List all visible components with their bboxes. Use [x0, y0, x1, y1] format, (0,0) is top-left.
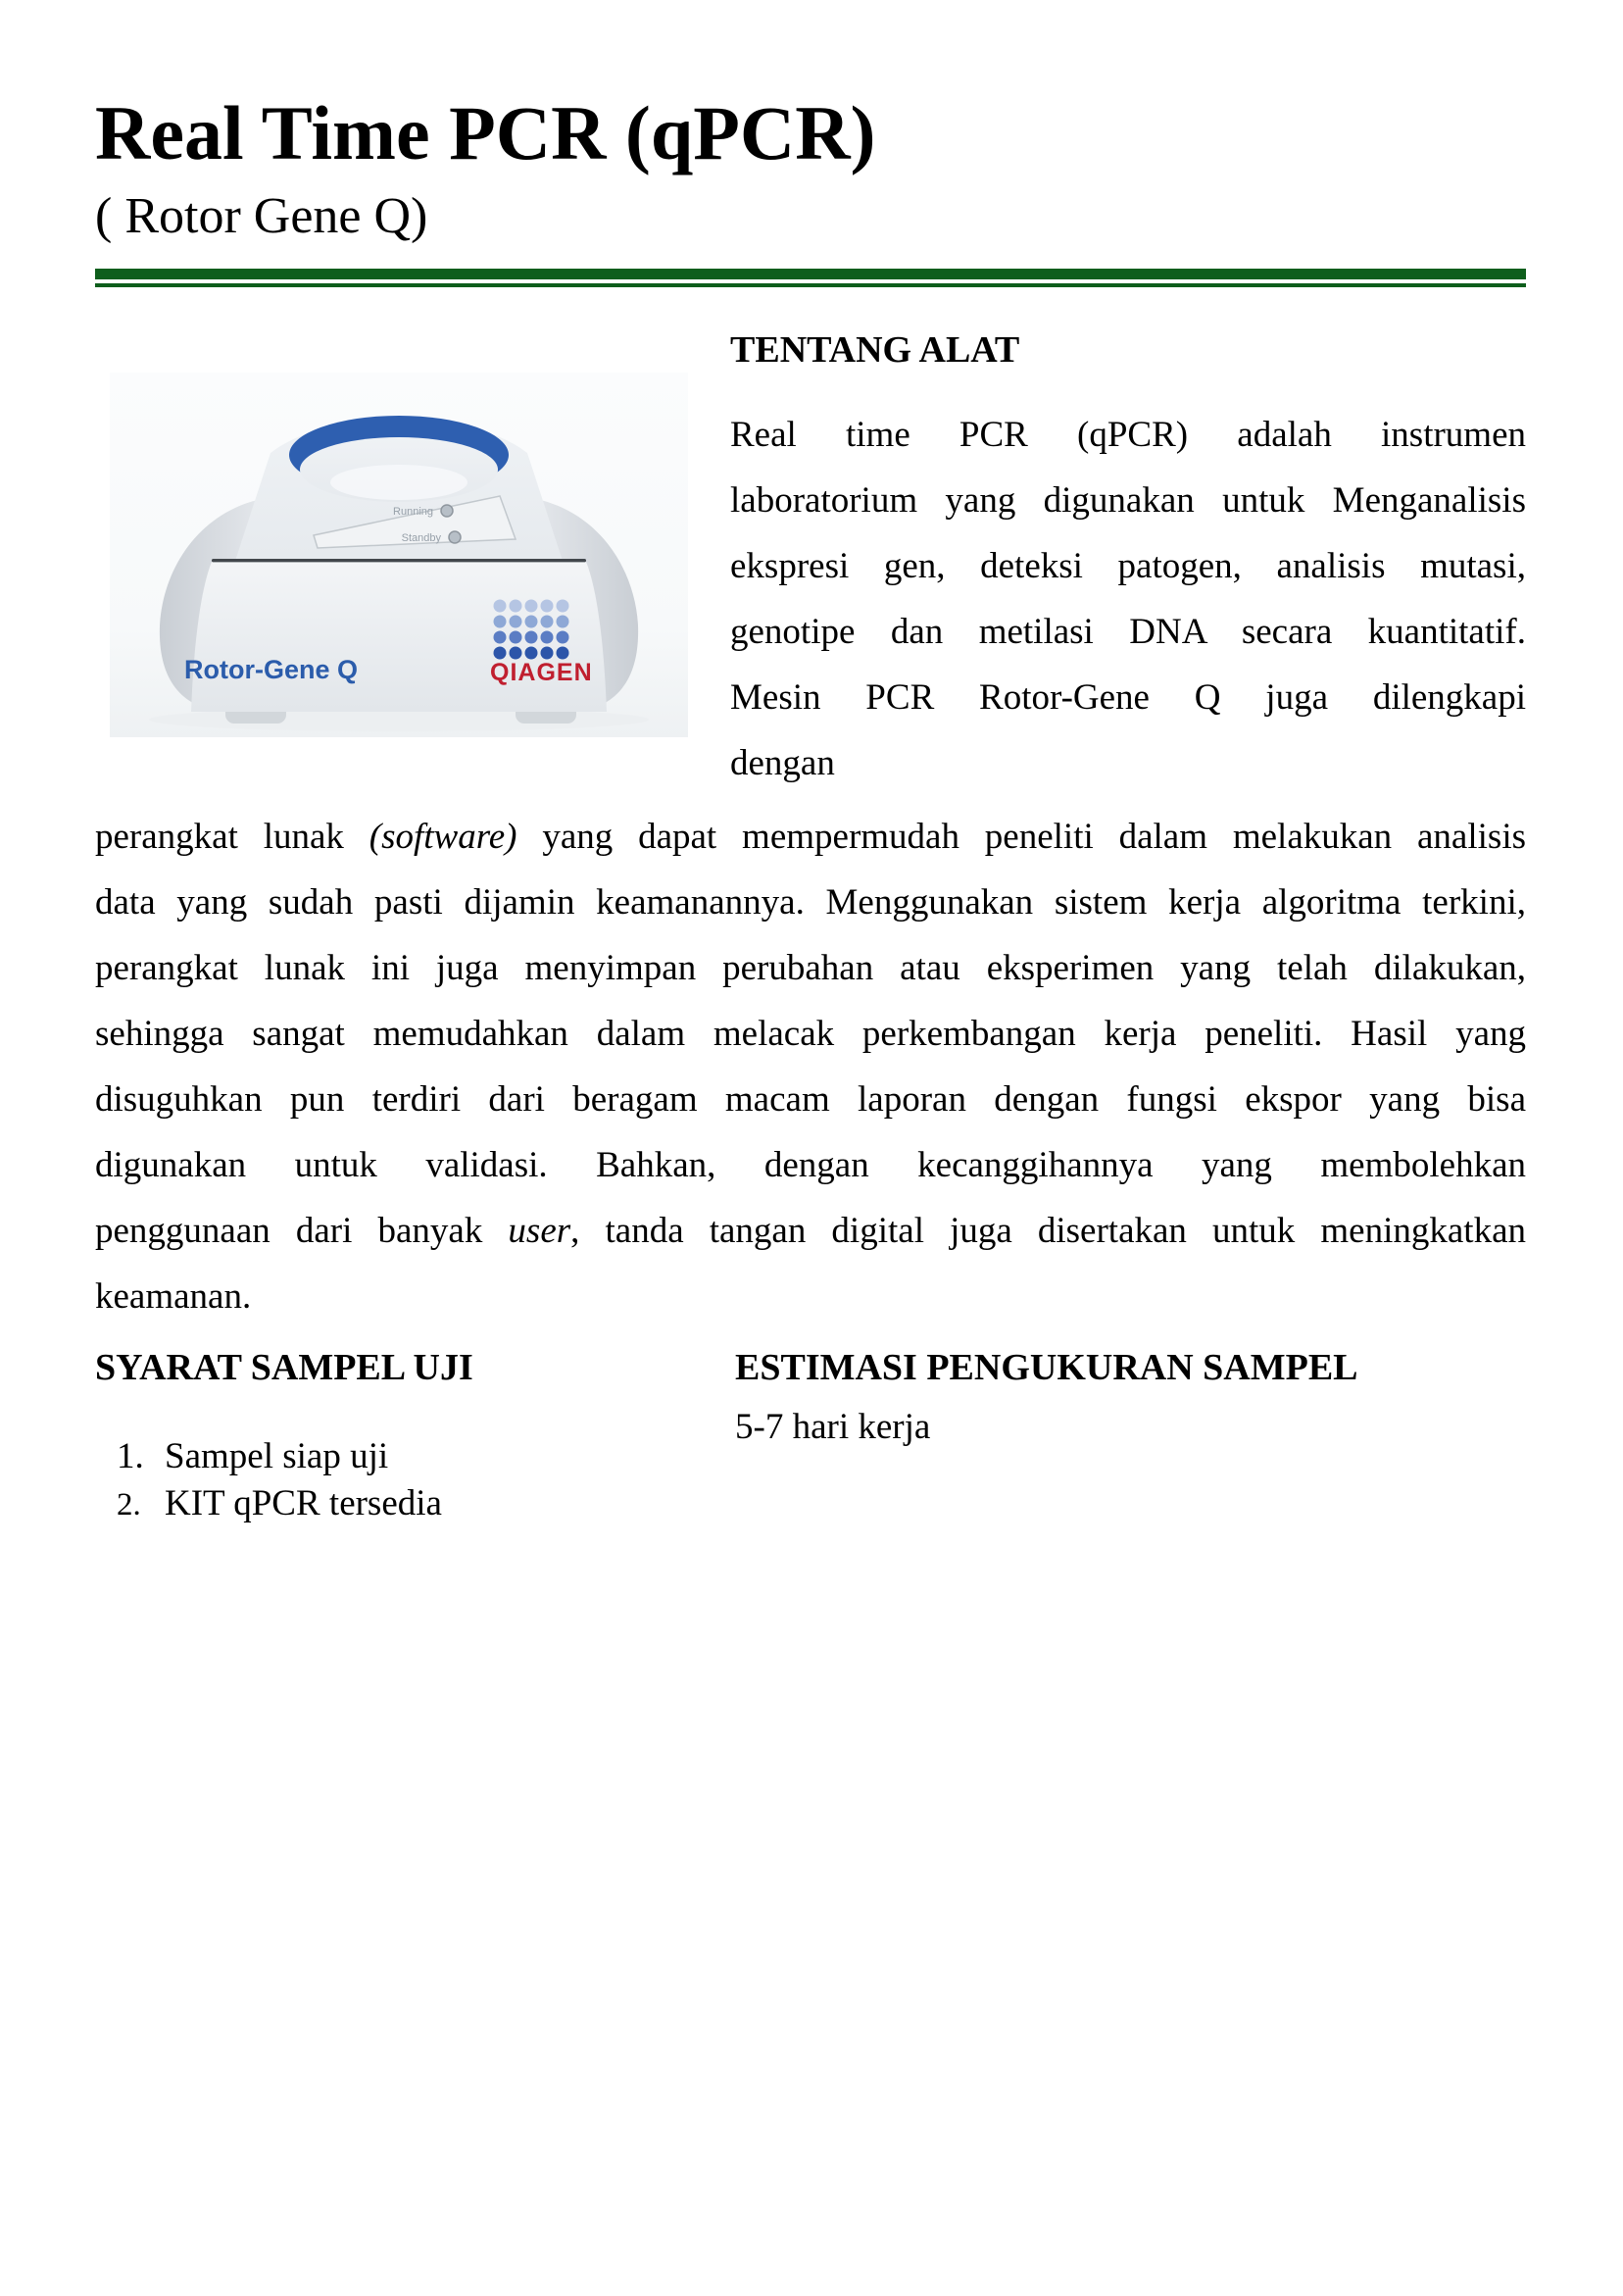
paragraph-line: sehingga sangat memudahkan dalam melacak perkembangan kerja peneliti. Hasil yang	[95, 1014, 1526, 1054]
section-heading-estimasi-pengukuran: ESTIMASI PENGUKURAN SAMPEL	[735, 1347, 1358, 1388]
paragraph-line	[95, 804, 1526, 870]
divider-thin-line	[95, 283, 1526, 287]
standby-led-indicator	[449, 531, 461, 543]
paragraph-italic-text: (software)	[369, 817, 517, 857]
list-item-text: KIT qPCR tersedia	[165, 1483, 442, 1523]
about-paragraph	[730, 402, 1526, 796]
paragraph-line: Real time PCR (qPCR) adalah instrumen	[730, 415, 1526, 455]
running-led-indicator	[441, 505, 453, 517]
lid-gloss	[330, 465, 467, 500]
paragraph-text: yang dapat mempermudah peneliti dalam melakukan analisis	[516, 817, 1526, 857]
divider-rule	[95, 269, 1526, 287]
list-item-number: 2.	[117, 1487, 141, 1522]
paragraph-line: Mesin PCR Rotor-Gene Q juga dilengkapi	[730, 677, 1526, 718]
paragraph-line: disuguhkan pun terdiri dari beragam macam laporan dengan fungsi ekspor yang bisa	[95, 1079, 1526, 1120]
paragraph-text: penggunaan dari banyak	[95, 1211, 509, 1251]
sample-requirements-list	[117, 1433, 705, 1527]
paragraph-line: keamanan.	[95, 1276, 252, 1317]
main-paragraph	[95, 804, 1526, 1329]
paragraph-italic-text: user	[508, 1211, 571, 1251]
paragraph-line: perangkat lunak ini juga menyimpan perubahan atau eksperimen yang telah dilakukan,	[95, 948, 1526, 988]
paragraph-line	[95, 1198, 1526, 1264]
paragraph-line: dengan	[730, 743, 835, 783]
qiagen-brand-wordmark: QIAGEN	[490, 659, 593, 686]
divider-thick-bar	[95, 269, 1526, 279]
machine-seam	[212, 559, 586, 562]
rotor-gene-q-machine-illustration	[110, 373, 688, 737]
paragraph-text: perangkat lunak	[95, 817, 369, 857]
estimasi-value: 5-7 hari kerja	[735, 1407, 931, 1447]
section-heading-syarat-sampel-uji: SYARAT SAMPEL UJI	[95, 1347, 473, 1388]
device-model-label: Rotor-Gene Q	[184, 655, 359, 684]
paragraph-line: ekspresi gen, deteksi patogen, analisis mutasi,	[730, 546, 1526, 586]
paragraph-line: data yang sudah pasti dijamin keamanannya. Menggunakan sistem kerja algoritma terkini,	[95, 882, 1526, 923]
standby-led-label: Standby	[401, 532, 441, 544]
list-item-number: 1.	[117, 1436, 144, 1476]
list-item	[117, 1480, 705, 1527]
device-photo	[110, 373, 688, 737]
running-led-label: Running	[393, 506, 433, 518]
page-title: Real Time PCR (qPCR)	[95, 90, 876, 175]
paragraph-text: , tanda tangan digital juga disertakan untuk meningkatkan	[570, 1211, 1526, 1251]
list-item	[117, 1433, 705, 1480]
paragraph-line: laboratorium yang digunakan untuk Menganalisis	[730, 480, 1526, 521]
list-item-text: Sampel siap uji	[165, 1436, 389, 1476]
page-subtitle: ( Rotor Gene Q)	[95, 188, 428, 244]
paragraph-line: digunakan untuk validasi. Bahkan, dengan kecanggihannya yang membolehkan	[95, 1145, 1526, 1185]
paragraph-line: genotipe dan metilasi DNA secara kuantitatif.	[730, 612, 1526, 652]
about-heading: TENTANG ALAT	[730, 329, 1020, 371]
